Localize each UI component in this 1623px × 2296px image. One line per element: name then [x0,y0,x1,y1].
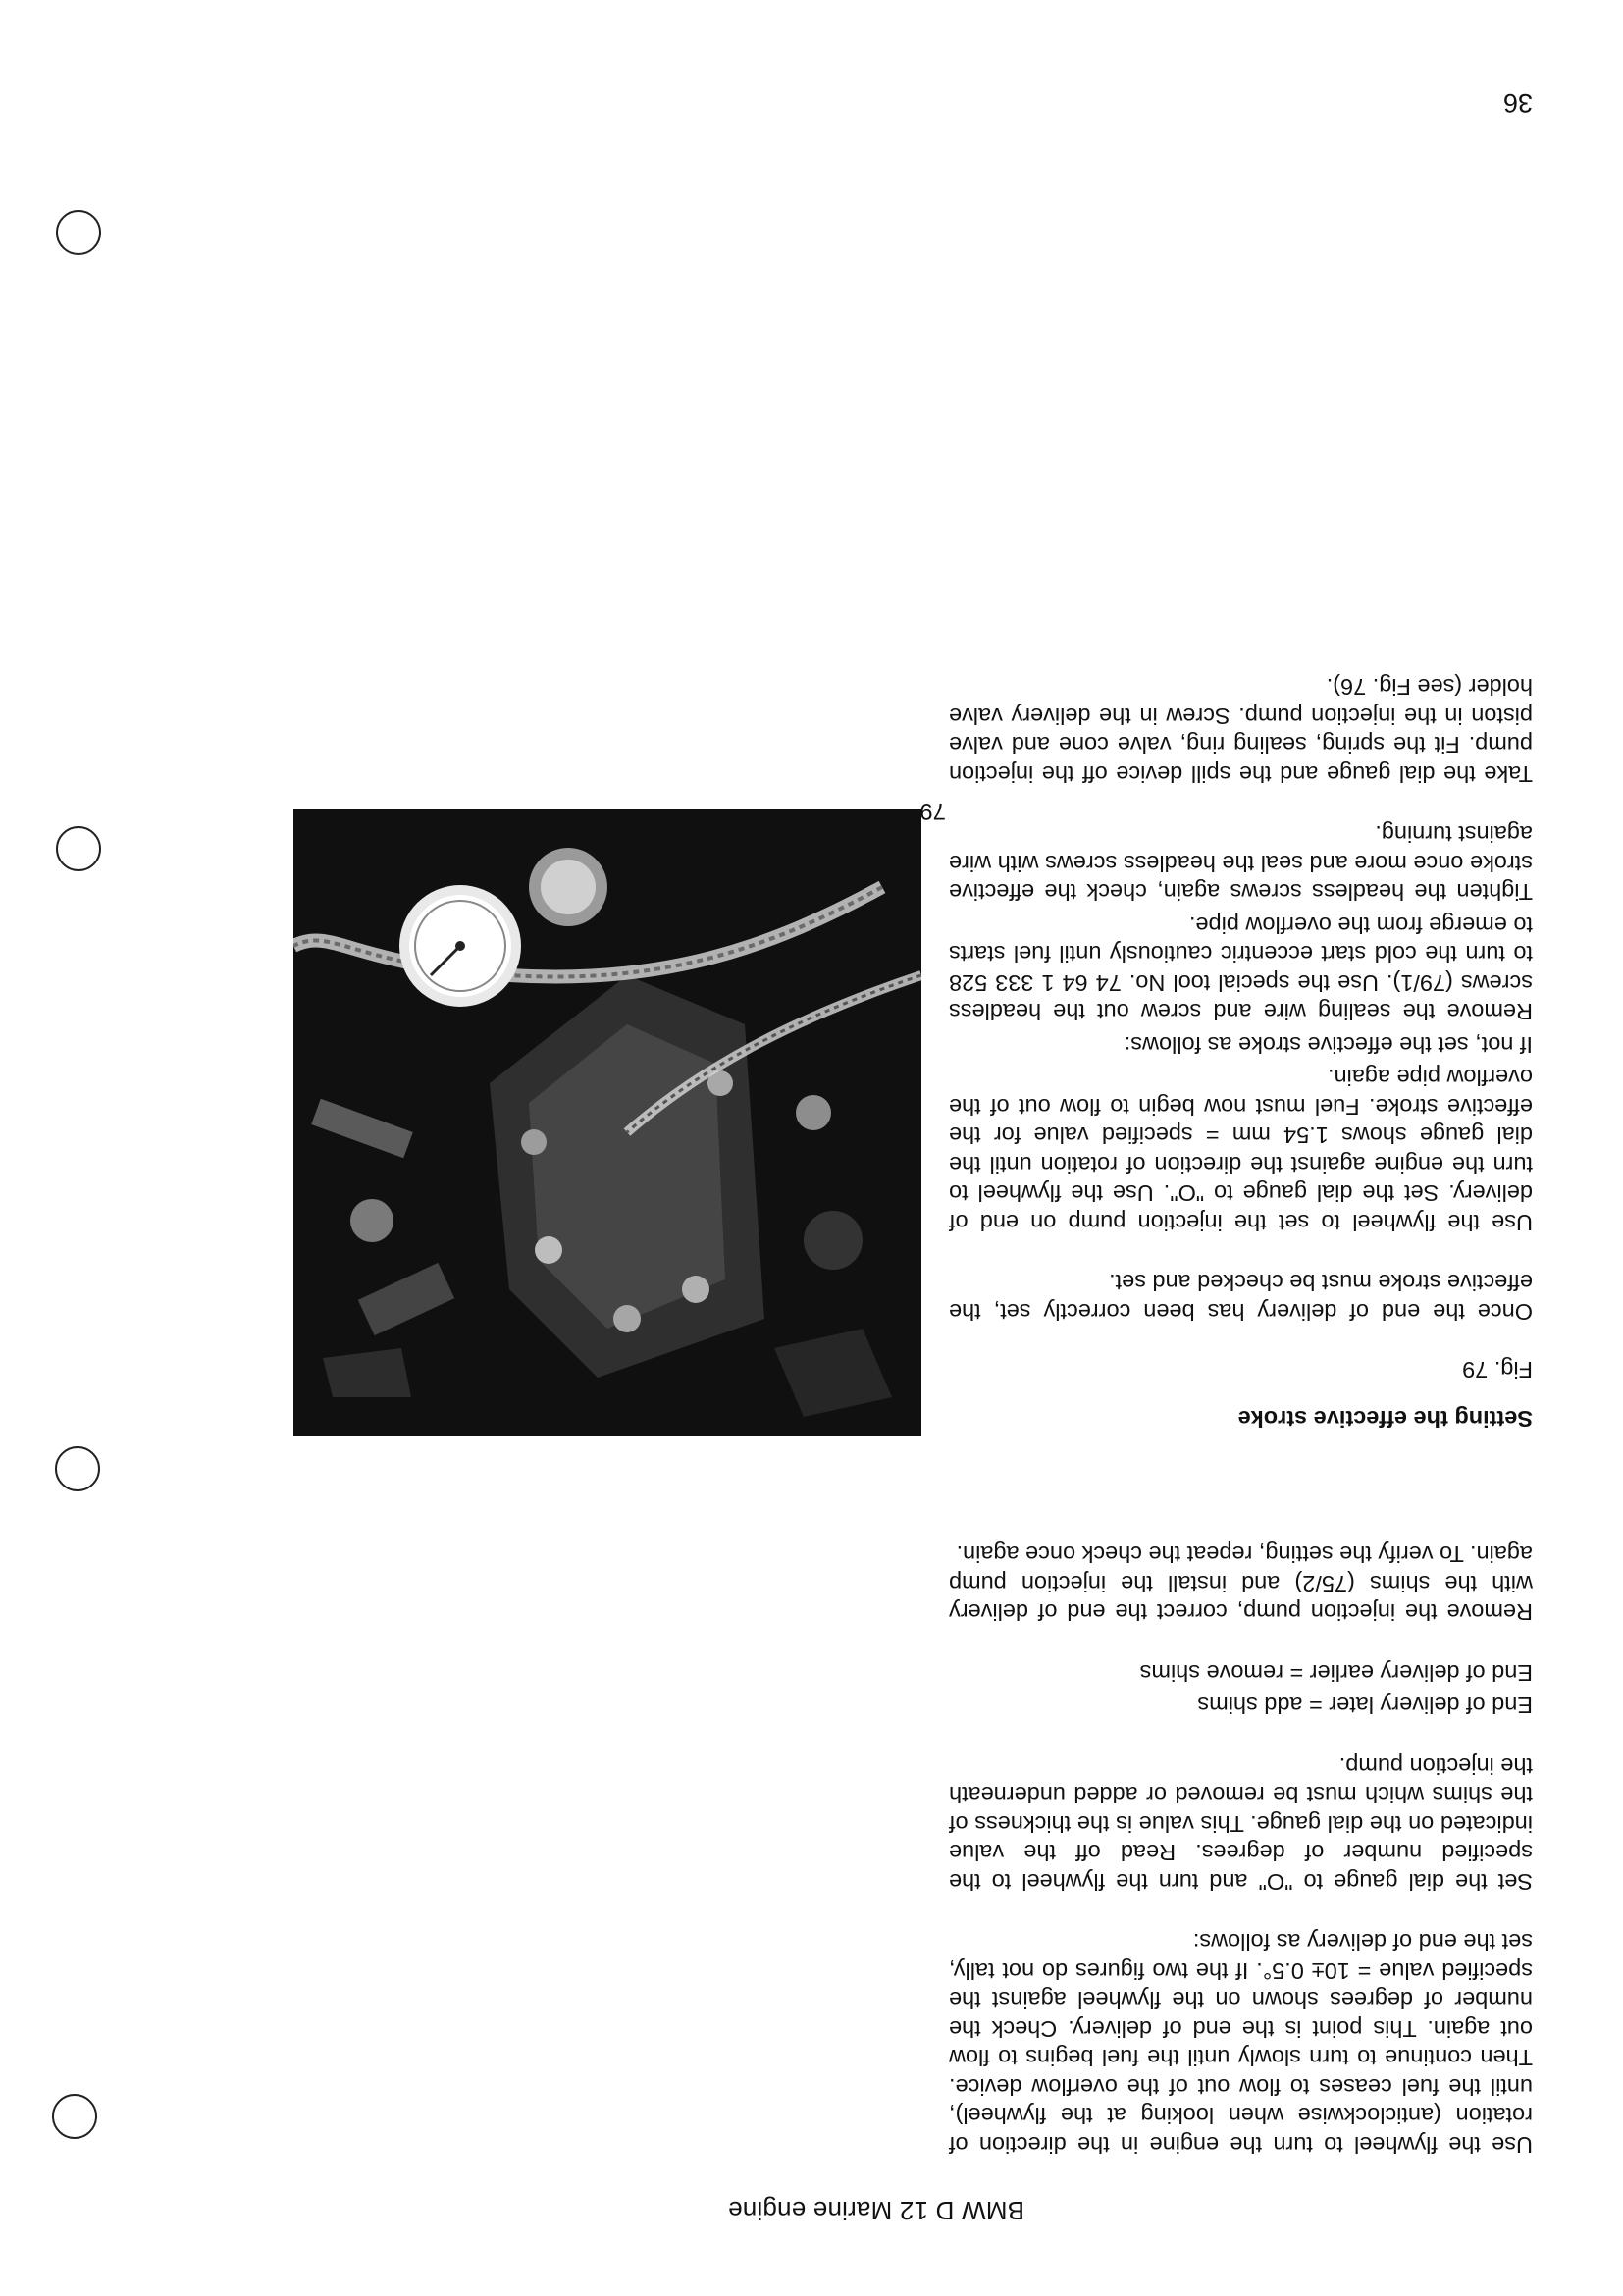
paragraph-headless-screws: Remove the sealing wire and screw out the headless screws (79/1). Use the special tool No. 74 64 1 333 528 to turn the cold start eccentric cautiously until fuel starts to emerge from the overflow pipe. [949,913,1533,1025]
paragraph-remove-pump: Remove the injection pump, correct the end of delivery with the shims (75/2) and install the injection pump again. To verify the setting, repeat the check once again. [949,1541,1533,1626]
paragraph-end-of-delivery-check: Use the flywheel to turn the engine in the direction of rotation (anticlockwise when looking at the flywheel), until the fuel ceases to flow out of the overflow device. Then continue to turn slowly until the fuel begins to flow out again. This point is the end of delivery. Check the number of degrees shown on the flywheel against the specified value = 10± 0.5°. If the two figures do not tally, set the end of delivery as follows: [949,1929,1533,2158]
page-header: BMW D 12 Marine engine [727,2196,1024,2225]
figure-number: 79 [919,798,946,824]
paragraph-flywheel-dial-gauge: Use the flywheel to set the injection pump on end of delivery. Set the dial gauge to "O". Use the flywheel to turn the engine against the direction of rotation until the dial gauge shows 1.54 mm = specified value for the effective stroke. Fuel must now begin to flow out of the overflow pipe again. [949,1065,1533,1235]
paragraph-dial-gauge-shims: Set the dial gauge to "O" and turn the flywheel to the specified number of degrees. Read off the value indicated on the dial gauge. This value is the thickness of the shims which must be removed or added underneath the injection pump. [949,1753,1533,1895]
figure-79-photo [293,809,921,1436]
paragraph-if-not: If not, set the effective stroke as follows: [1124,1032,1533,1058]
text-column-left [949,1508,1533,2159]
paragraph-effective-stroke-intro: Once the end of delivery has been correctly set, the effective stroke must be checked and set. [949,1270,1533,1325]
paragraph-remove-dial-gauge: Take the dial gauge and the spill device off the injection pump. Fit the spring, sealing ring, valve cone and valve piston in the injection pump. Screw in the delivery valve holder (see Fig. 76). [949,674,1533,787]
paragraph-delivery-earlier: End of delivery earlier = remove shims [1139,1660,1533,1686]
page-number: 36 [1502,88,1533,118]
section-heading: Setting the effective stroke [1237,1406,1533,1432]
punch-hole-lower-middle [56,826,101,871]
engine-photo-illustration [293,809,921,1436]
punch-hole-upper-middle [55,1446,100,1491]
punch-hole-bottom [56,210,101,255]
punch-hole-top [52,2094,97,2139]
paragraph-delivery-later: End of delivery later = add shims [1197,1693,1533,1719]
text-column-right [949,641,1533,1433]
paragraph-tighten-screws: Tighten the headless screws again, check the effective stroke once more and seal the headless screws with wire against turning. [949,821,1533,906]
figure-reference: Fig. 79 [1462,1357,1533,1383]
